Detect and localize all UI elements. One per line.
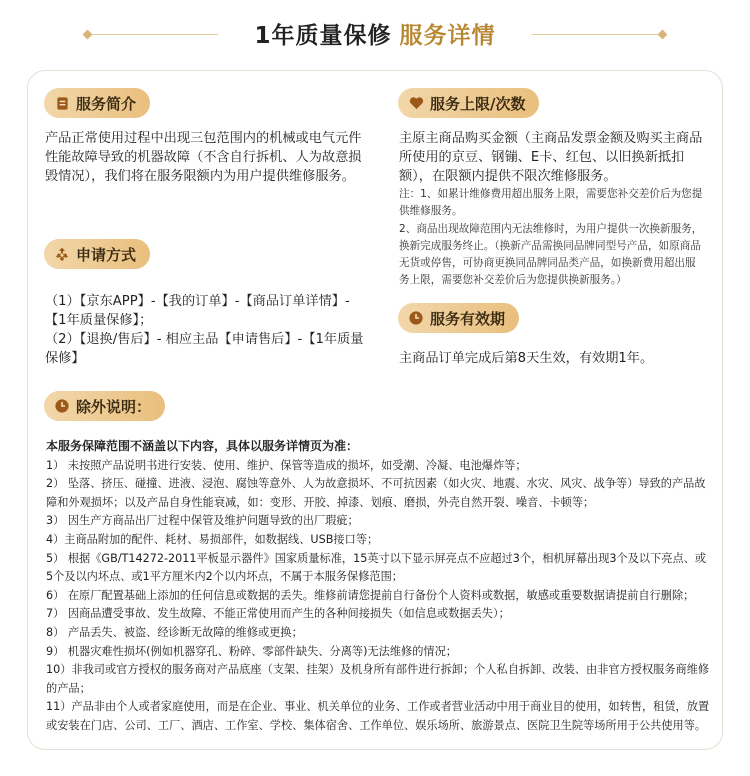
title-diamond-right [658, 30, 668, 40]
title-divider-right [532, 34, 662, 35]
page-title [254, 17, 495, 50]
limit-text: 主原主商品购买金额（主商品发票金额及购买主商品所使用的京豆、钢镚、E卡、红包、以旧换新抵扣额），在限额内提供不限次维修服务。 [399, 131, 703, 184]
exclusion-item-11: 11）产品非由个人或者家庭使用，而是在企业、事业、机关单位的业务、工作或者营业活动中用于商业目的使用，如转售，租赁，放置或安装在门店、公司、工厂、酒店、工作室、学校、集体宿舍、工作单位、娱乐场所、旅游景点、医院卫生院等场所用于公共使用等。 [46, 700, 710, 732]
validity-label: 服务有效期 [430, 309, 506, 328]
exclusion-item-2: 2） 坠落、挤压、碰撞、进液、浸泡、腐蚀等意外、人为故意损坏、不可抗因素（如火灾、地震、水灾、风灾、战争等）导致的产品故障和外观损坏；以及产品自身性能衰减，如：变形、开胶、掉漆、划痕、磨损，外壳自然开裂、噪音、卡顿等； [46, 477, 706, 509]
limit-note-2: 2、商品出现故障范围内无法维修时，为用户提供一次换新服务，换新完成服务终止。（换新产品需换同品牌同型号产品，如原商品无货或停售，可协商更换同品牌同品类产品，如换新费用超出服务上限，需要您补交差价后为您提供换新服务。） [399, 223, 703, 286]
section-header-exclusions [44, 391, 165, 421]
title-main: 1年质量保修 [254, 22, 392, 49]
section-header-apply [44, 239, 150, 269]
exclusions-heading: 本服务保障范围不涵盖以下内容，具体以服务详情页为准： [46, 439, 359, 453]
exclusion-item-10: 10）非我司或官方授权的服务商对产品底座（支架、挂架）及机身所有部件进行拆卸；个人私自拆卸、改装、由非官方授权服务商维修的产品； [46, 663, 710, 695]
title-accent: 服务详情 [399, 22, 496, 49]
section-header-validity [398, 303, 519, 333]
exclusion-item-5: 5） 根据《GB/T14272-2011平板显示器件》国家质量标准，15英寸以下显示屏亮点不应超过3个，相机屏幕出现3个及以下亮点、或5个及以内坏点、或1平方厘米内2个以内坏点，不属于本服务保修范围； [46, 551, 707, 584]
exclusion-item-1: 1） 未按照产品说明书进行安装、使用、维护、保管等造成的损坏，如受潮、冷凝、电池爆炸等； [46, 458, 527, 472]
service-card [27, 70, 723, 750]
title-divider-left [88, 34, 218, 35]
exclusion-item-9: 9） 机器灾难性损坏(例如机器穿孔、粉碎、零部件缺失、分离等)无法维修的情况； [46, 644, 457, 658]
exclusions-body [46, 437, 710, 736]
exclusion-item-3: 3） 因生产方商品出厂过程中保管及维护问题导致的出厂瑕疵； [46, 514, 359, 528]
clock-icon [408, 310, 424, 326]
recycle-icon [54, 246, 70, 262]
apply-line-1: （1）【京东APP】-【我的订单】-【商品订单详情】-【1年质量保修】； [45, 294, 350, 328]
exclusion-item-7: 7） 因商品遭受事故、发生故障、不能正常使用而产生的各种间接损失（如信息或数据丢失）； [46, 607, 510, 621]
clock-icon [54, 398, 70, 414]
section-header-limit [398, 88, 539, 118]
title-diamond-left [83, 30, 93, 40]
apply-label: 申请方式 [76, 245, 137, 264]
limit-label: 服务上限/次数 [430, 94, 526, 113]
intro-label: 服务简介 [76, 94, 137, 113]
exclusion-item-6: 6） 在原厂配置基础上添加的任何信息或数据的丢失。维修前请您提前自行备份个人资料或数据，敏感或重要数据请提前自行删除； [46, 588, 695, 602]
exclusion-item-8: 8） 产品丢失、被盗、经诊断无故障的维修或更换； [46, 625, 303, 639]
heart-icon [408, 95, 424, 111]
exclusions-label: 除外说明： [76, 397, 152, 416]
exclusion-item-4: 4）主商品附加的配件、耗材、易损部件，如数据线、USB接口等； [46, 532, 379, 546]
section-header-intro [44, 88, 150, 118]
limit-note-1: 注：1、如累计维修费用超出服务上限，需要您补交差价后为您提供维修服务。 [399, 188, 703, 217]
title-bar [0, 0, 750, 66]
document-icon [54, 95, 70, 111]
validity-text: 主商品订单完成后第8天生效，有效期1年。 [399, 351, 654, 366]
apply-line-2: （2）【退换/售后】- 相应主品【申请售后】-【1年质量保修】 [45, 332, 364, 366]
intro-text: 产品正常使用过程中出现三包范围内的机械或电气元件性能故障导致的机器故障（不含自行拆机、人为故意损毁情况），我们将在服务限额内为用户提供维修服务。 [45, 131, 362, 184]
